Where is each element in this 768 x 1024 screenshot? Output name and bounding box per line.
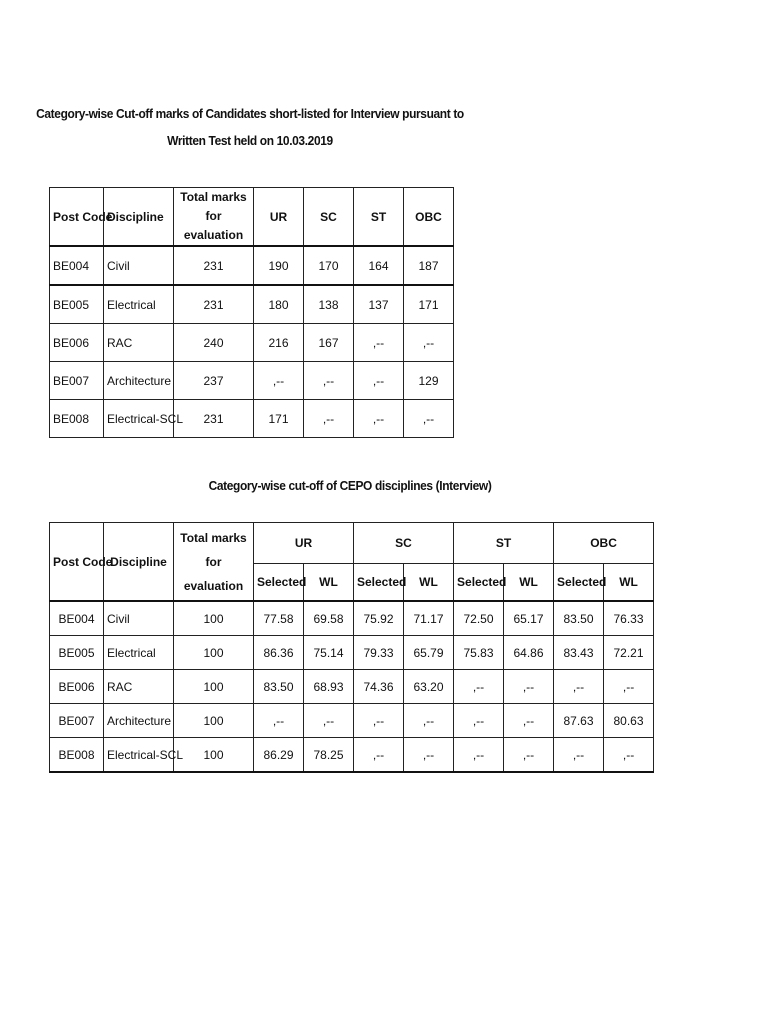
header-st: ST [454, 523, 554, 564]
table-row [50, 738, 654, 773]
ur-cell: ,-- [254, 362, 304, 400]
total-marks-cell: 100 [174, 704, 254, 738]
obc-wl-cell: 76.33 [604, 601, 654, 636]
header-post-code: Post Code [50, 188, 104, 247]
header-obc-selected: Selected [554, 564, 604, 602]
obc-wl-cell: ,-- [604, 738, 654, 773]
discipline-cell: Architecture [104, 704, 174, 738]
post-code-cell: BE008 [50, 400, 104, 438]
header-st-selected: Selected [454, 564, 504, 602]
obc-selected-cell: ,-- [554, 670, 604, 704]
post-code-cell: BE007 [50, 704, 104, 738]
st-selected-cell: ,-- [454, 704, 504, 738]
sc-wl-cell: 63.20 [404, 670, 454, 704]
st-cell: ,-- [354, 362, 404, 400]
discipline-cell: Electrical-SCL [104, 738, 174, 773]
st-cell: 164 [354, 246, 404, 285]
discipline-cell: Electrical-SCL [104, 400, 174, 438]
section2-title: Category-wise cut-off of CEPO disciplines (Interview) [208, 478, 492, 493]
obc-cell: 171 [404, 285, 454, 324]
ur-wl-cell: 69.58 [304, 601, 354, 636]
header-post-code: Post Code [50, 523, 104, 602]
st-selected-cell: 75.83 [454, 636, 504, 670]
discipline-cell: RAC [104, 670, 174, 704]
table-header-row [50, 188, 454, 247]
header-st: ST [354, 188, 404, 247]
total-marks-cell: 100 [174, 636, 254, 670]
post-code-cell: BE007 [50, 362, 104, 400]
st-cell: ,-- [354, 400, 404, 438]
table-row [50, 601, 654, 636]
header-ur: UR [254, 523, 354, 564]
header-sc: SC [354, 523, 454, 564]
table-row [50, 362, 454, 400]
st-cell: ,-- [354, 324, 404, 362]
sc-selected-cell: ,-- [354, 704, 404, 738]
total-marks-cell: 231 [174, 246, 254, 285]
sc-wl-cell: ,-- [404, 704, 454, 738]
sc-cell: ,-- [304, 362, 354, 400]
obc-wl-cell: 72.21 [604, 636, 654, 670]
st-wl-cell: ,-- [504, 704, 554, 738]
sc-cell: 138 [304, 285, 354, 324]
discipline-cell: Civil [104, 246, 174, 285]
ur-cell: 180 [254, 285, 304, 324]
table-row [50, 324, 454, 362]
post-code-cell: BE006 [50, 670, 104, 704]
table-row [50, 636, 654, 670]
sc-wl-cell: 65.79 [404, 636, 454, 670]
post-code-cell: BE005 [50, 285, 104, 324]
header-obc: OBC [554, 523, 654, 564]
discipline-cell: Civil [104, 601, 174, 636]
sc-wl-cell: 71.17 [404, 601, 454, 636]
post-code-cell: BE006 [50, 324, 104, 362]
section1-title-line1: Category-wise Cut-off marks of Candidates short-listed for Interview pursuant to [36, 106, 464, 121]
obc-selected-cell: 87.63 [554, 704, 604, 738]
table-row [50, 704, 654, 738]
sc-selected-cell: 79.33 [354, 636, 404, 670]
ur-selected-cell: ,-- [254, 704, 304, 738]
obc-cell: 187 [404, 246, 454, 285]
total-marks-cell: 100 [174, 670, 254, 704]
ur-wl-cell: 78.25 [304, 738, 354, 773]
header-ur-selected: Selected [254, 564, 304, 602]
discipline-cell: Architecture [104, 362, 174, 400]
ur-selected-cell: 86.29 [254, 738, 304, 773]
table-header-row [50, 523, 654, 564]
section1-title-line2: Written Test held on 10.03.2019 [167, 133, 333, 148]
discipline-cell: RAC [104, 324, 174, 362]
obc-wl-cell: ,-- [604, 670, 654, 704]
obc-cell: 129 [404, 362, 454, 400]
ur-wl-cell: 68.93 [304, 670, 354, 704]
header-discipline: Discipline [104, 188, 174, 247]
header-sc-wl: WL [404, 564, 454, 602]
header-sc-selected: Selected [354, 564, 404, 602]
header-discipline: Discipline [104, 523, 174, 602]
cutoff-marks-table [49, 187, 454, 438]
cepo-cutoff-table [49, 522, 654, 773]
header-st-wl: WL [504, 564, 554, 602]
obc-cell: ,-- [404, 400, 454, 438]
table-row [50, 285, 454, 324]
obc-selected-cell: 83.50 [554, 601, 604, 636]
total-marks-cell: 100 [174, 601, 254, 636]
obc-selected-cell: ,-- [554, 738, 604, 773]
header-total-marks: Total marks for evaluation [174, 523, 254, 602]
sc-selected-cell: ,-- [354, 738, 404, 773]
sc-cell: 170 [304, 246, 354, 285]
sc-wl-cell: ,-- [404, 738, 454, 773]
st-wl-cell: 65.17 [504, 601, 554, 636]
sc-cell: 167 [304, 324, 354, 362]
ur-selected-cell: 86.36 [254, 636, 304, 670]
st-selected-cell: ,-- [454, 670, 504, 704]
st-cell: 137 [354, 285, 404, 324]
header-sc: SC [304, 188, 354, 247]
header-total-marks: Total marks for evaluation [174, 188, 254, 247]
total-marks-cell: 231 [174, 400, 254, 438]
obc-selected-cell: 83.43 [554, 636, 604, 670]
st-wl-cell: ,-- [504, 670, 554, 704]
header-obc: OBC [404, 188, 454, 247]
sc-cell: ,-- [304, 400, 354, 438]
post-code-cell: BE004 [50, 246, 104, 285]
ur-wl-cell: ,-- [304, 704, 354, 738]
table-row [50, 670, 654, 704]
post-code-cell: BE005 [50, 636, 104, 670]
header-ur-wl: WL [304, 564, 354, 602]
sc-selected-cell: 74.36 [354, 670, 404, 704]
ur-selected-cell: 77.58 [254, 601, 304, 636]
ur-wl-cell: 75.14 [304, 636, 354, 670]
discipline-cell: Electrical [104, 636, 174, 670]
ur-cell: 171 [254, 400, 304, 438]
section1-title [20, 100, 480, 154]
post-code-cell: BE008 [50, 738, 104, 773]
ur-cell: 216 [254, 324, 304, 362]
header-ur: UR [254, 188, 304, 247]
total-marks-cell: 231 [174, 285, 254, 324]
total-marks-cell: 237 [174, 362, 254, 400]
header-obc-wl: WL [604, 564, 654, 602]
sc-selected-cell: 75.92 [354, 601, 404, 636]
total-marks-cell: 100 [174, 738, 254, 773]
st-wl-cell: 64.86 [504, 636, 554, 670]
obc-wl-cell: 80.63 [604, 704, 654, 738]
obc-cell: ,-- [404, 324, 454, 362]
st-selected-cell: 72.50 [454, 601, 504, 636]
ur-cell: 190 [254, 246, 304, 285]
discipline-cell: Electrical [104, 285, 174, 324]
st-wl-cell: ,-- [504, 738, 554, 773]
table-row [50, 246, 454, 285]
ur-selected-cell: 83.50 [254, 670, 304, 704]
post-code-cell: BE004 [50, 601, 104, 636]
table-row [50, 400, 454, 438]
total-marks-cell: 240 [174, 324, 254, 362]
st-selected-cell: ,-- [454, 738, 504, 773]
